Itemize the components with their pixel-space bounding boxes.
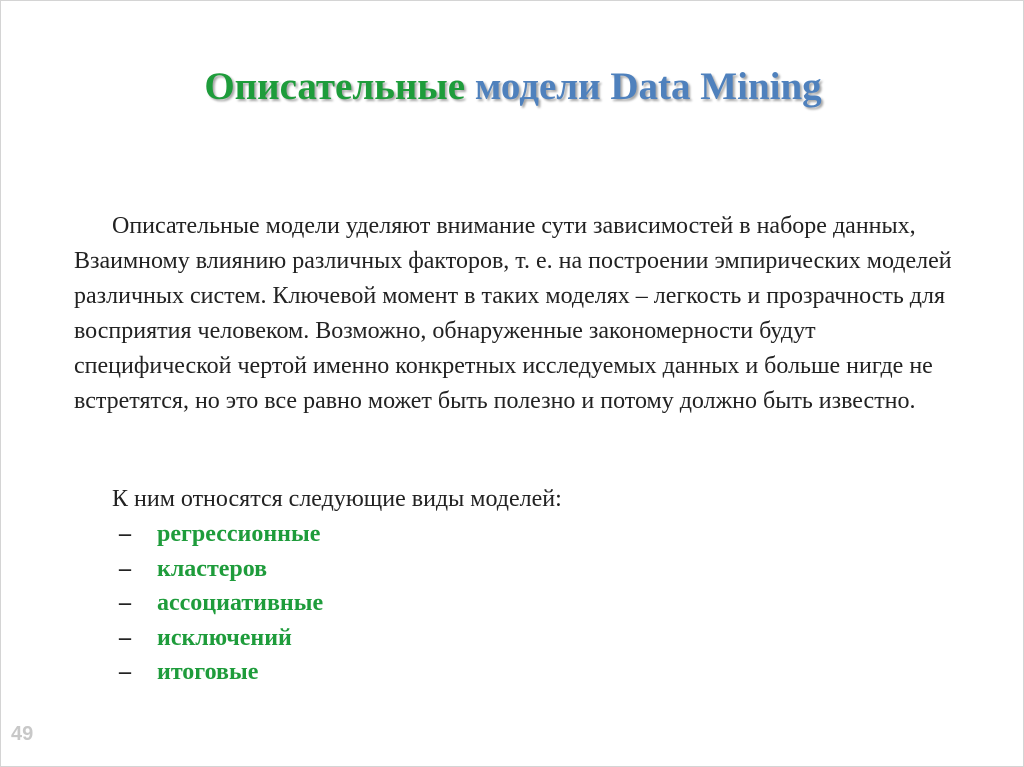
list-item (119, 517, 323, 552)
model-summary: итоговые (157, 659, 259, 685)
list-intro: К ним относятся следующие виды моделей: (112, 486, 562, 512)
dash-bullet: – (119, 624, 131, 651)
title-part-2: модели Data Mining (474, 65, 822, 108)
title-part-1: Описательные (204, 65, 466, 108)
dash-bullet: – (119, 521, 131, 547)
model-types-list (119, 517, 323, 690)
slide-title (1, 59, 1024, 115)
list-item (119, 621, 323, 656)
list-item (119, 586, 323, 621)
description-paragraph: Описательные модели уделяют внимание сути зависимостей в наборе данных, Взаимному влиянию различных факторов, т. е. на построении эмпирических моделей различных систем. Ключевой момент в таких моделях – легкость и прозрачность для восприятия человеком. Возможно, обнаруженные закономерности будут специфической чертой именно конкретных исследуемых данных и больше нигде не встретятся, но это все равно может быть полезно и потому должно быть известно. (74, 213, 952, 414)
model-exceptions: исключений (157, 624, 292, 651)
dash-bullet: – (119, 659, 131, 685)
list-item (119, 552, 323, 587)
dash-bullet: – (119, 555, 131, 582)
model-clusters: кластеров (157, 555, 268, 582)
page-number: 49 (11, 723, 34, 745)
model-associative: ассоциативные (157, 590, 324, 616)
list-item (119, 655, 323, 690)
model-regression: регрессионные (157, 521, 321, 547)
dash-bullet: – (119, 590, 131, 616)
